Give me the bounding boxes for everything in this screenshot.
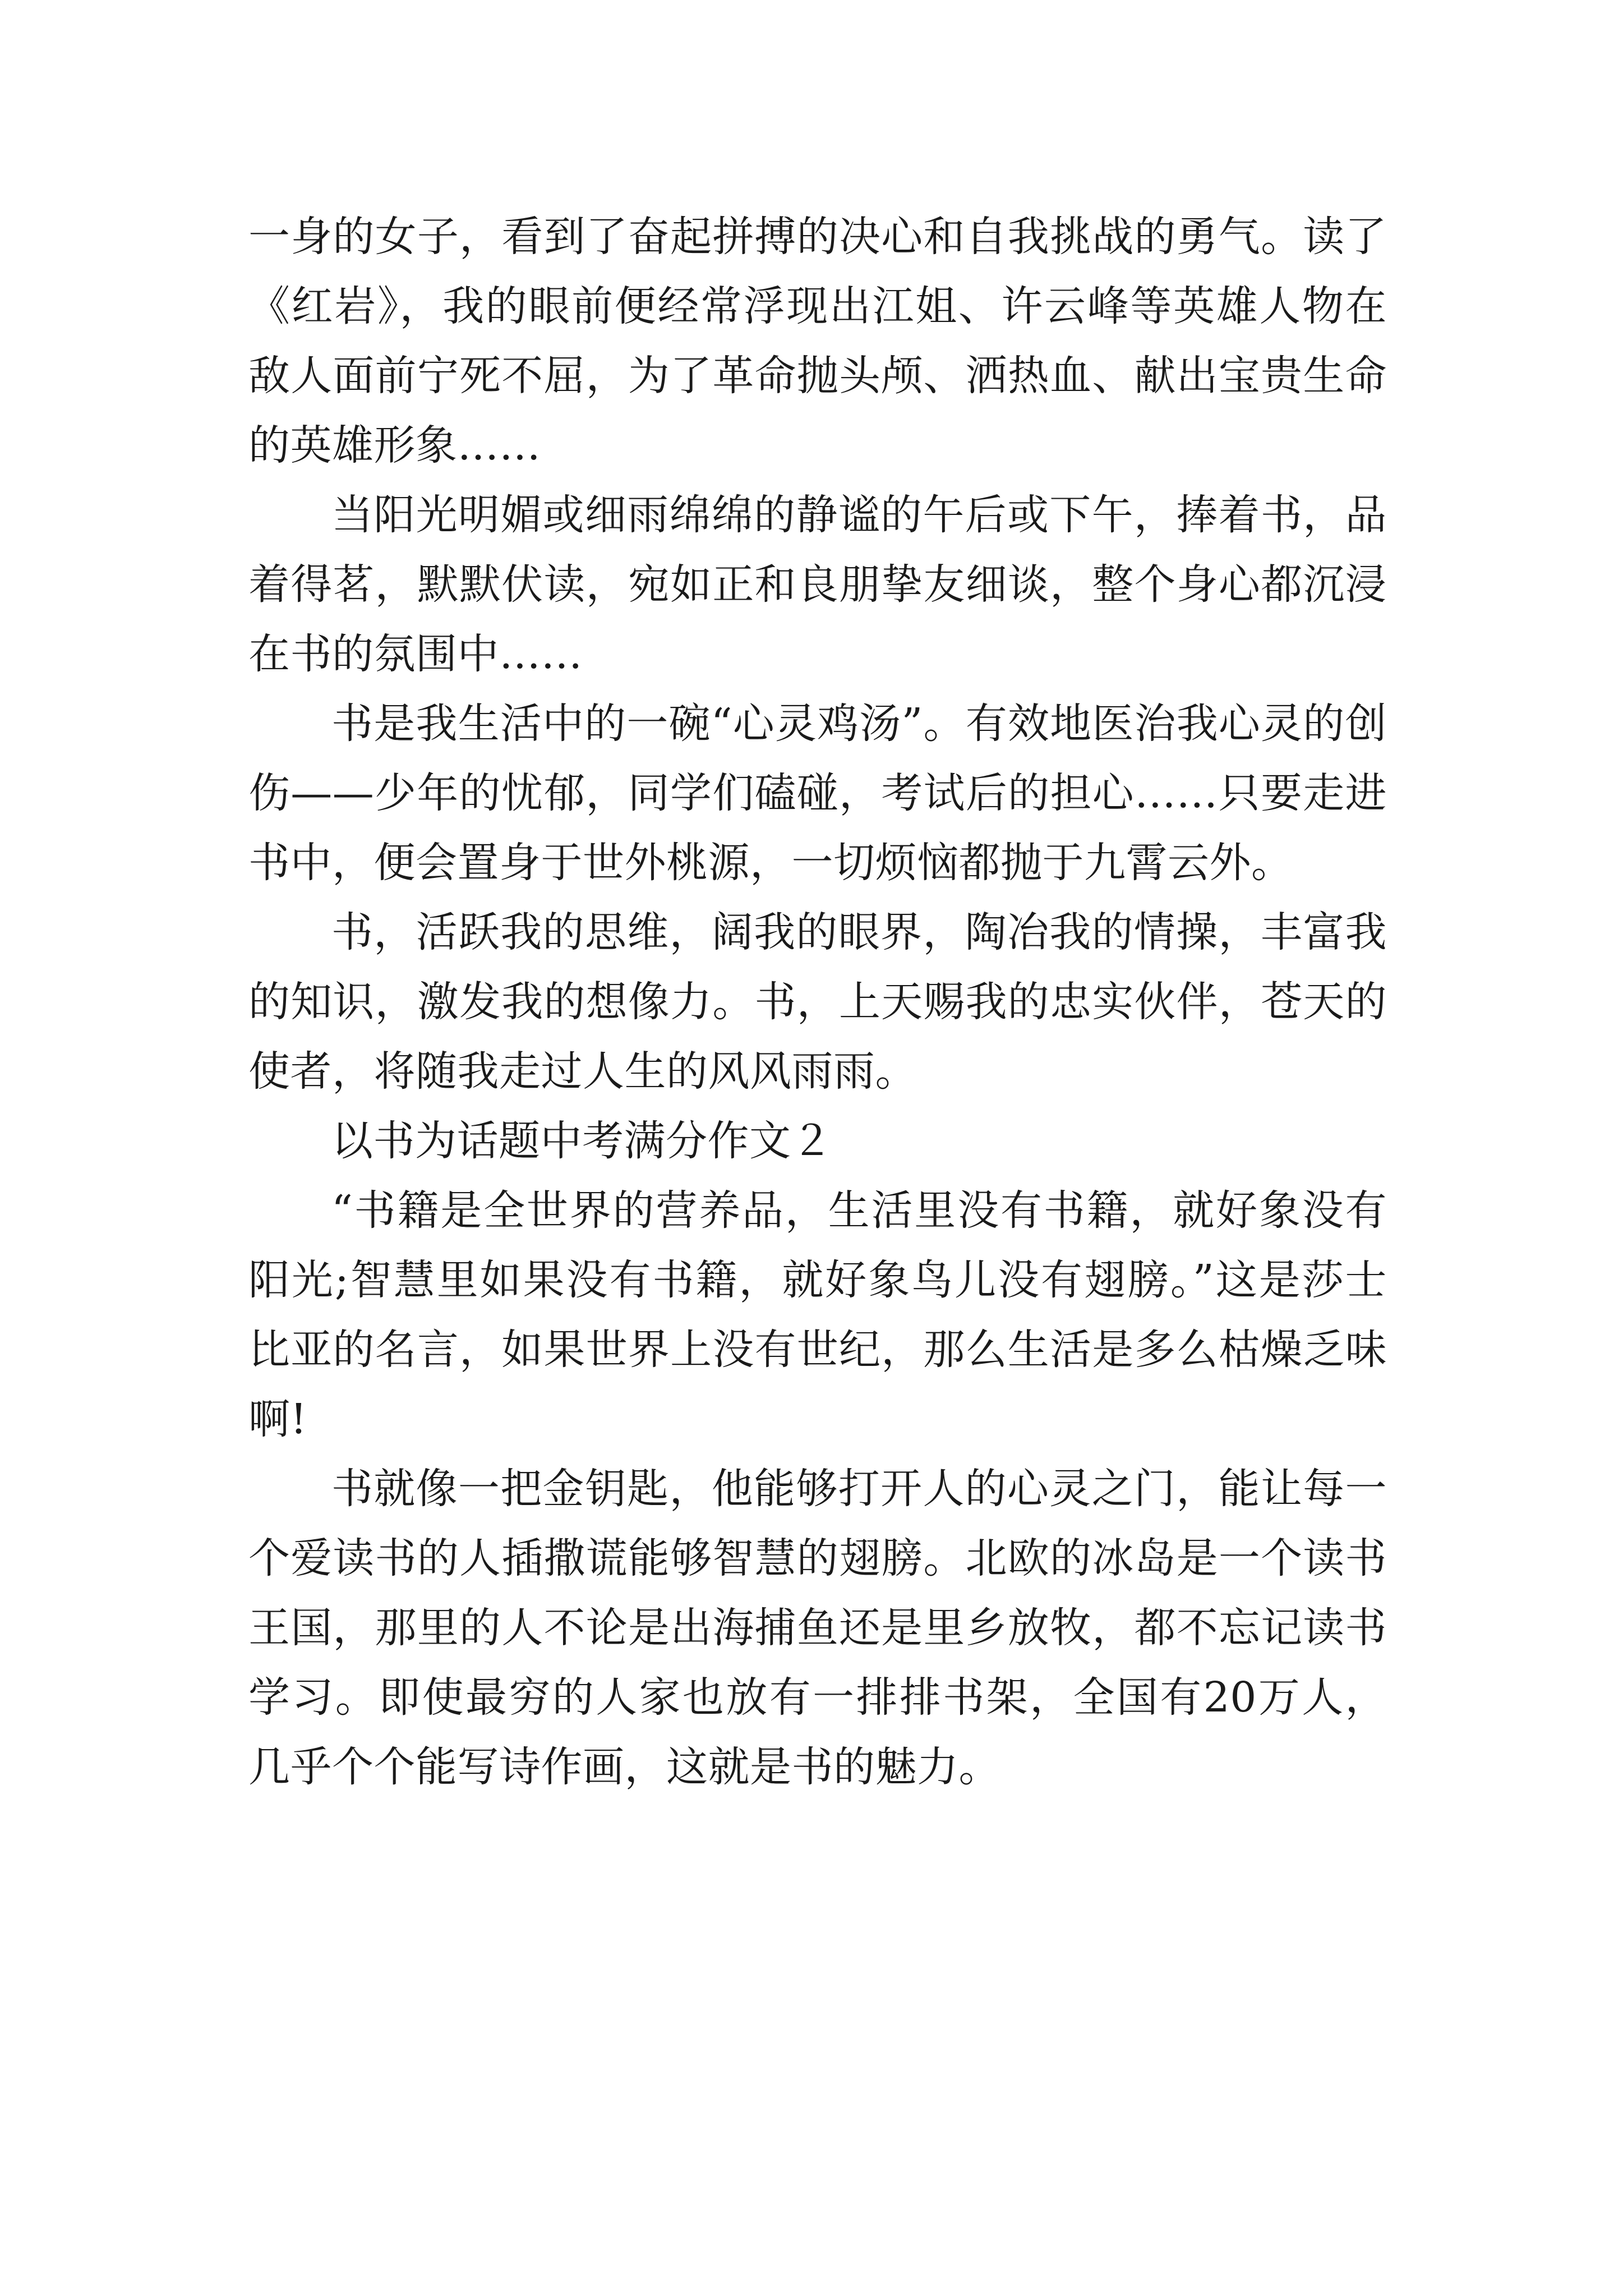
paragraph-2: 当阳光明媚或细雨绵绵的静谧的午后或下午，捧着书，品着得茗，默默伏读，宛如正和良朋挚友细谈，整个身心都沉浸在书的氛围中…… <box>248 491 1387 678</box>
paragraph-3: 书是我生活中的一碗“心灵鸡汤”。有效地医治我心灵的创伤——少年的忧郁，同学们磕碰，考试后的担心……只要走进书中，便会置身于世外桃源，一切烦恼都抛于九霄云外。 <box>248 700 1387 887</box>
paragraph-4: 书，活跃我的思维，阔我的眼界，陶冶我的情操，丰富我的知识，激发我的想像力。书，上天赐我的忠实伙伴，苍天的使者，将随我走过人生的风风雨雨。 <box>248 908 1387 1096</box>
paragraph-1: 一身的女子，看到了奋起拼搏的决心和自我挑战的勇气。读了《红岩》，我的眼前便经常浮现出江姐、许云峰等英雄人物在敌人面前宁死不屈，为了革命抛头颅、洒热血、献出宝贵生命的英雄形象…… <box>248 213 1387 470</box>
paragraph-7: 书就像一把金钥匙，他能够打开人的心灵之门，能让每一个爱读书的人插撒谎能够智慧的翅膀。北欧的冰岛是一个读书王国，那里的人不论是出海捕鱼还是里乡放牧，都不忘记读书学习。即使最穷的人家也放有一排排书架，全国有20万人，几乎个个能写诗作画，这就是书的魅力。 <box>248 1465 1387 1791</box>
paragraph-6: “书籍是全世界的营养品，生活里没有书籍，就好象没有阳光;智慧里如果没有书籍，就好象鸟儿没有翅膀。”这是莎士比亚的名言，如果世界上没有世纪，那么生活是多么枯燥乏味啊! <box>248 1186 1387 1443</box>
document-body <box>248 202 1387 1802</box>
section-heading: 以书为话题中考满分作文２ <box>331 1117 833 1165</box>
